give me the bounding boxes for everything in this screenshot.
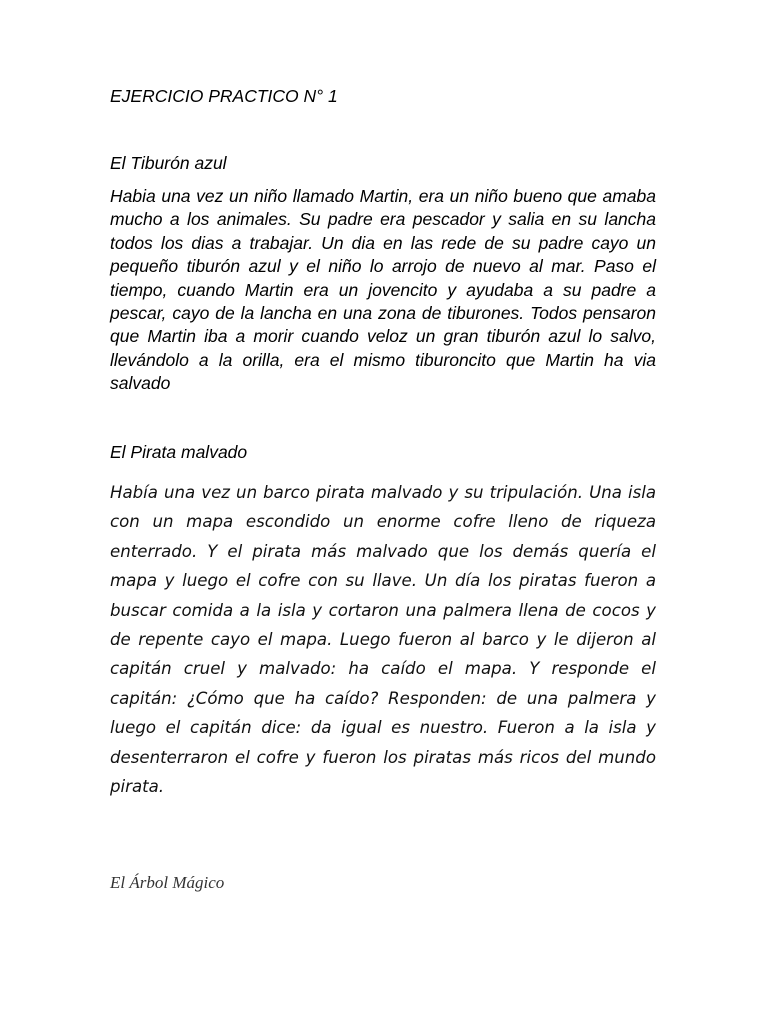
story-title-tiburon: El Tiburón azul	[110, 153, 227, 173]
story-title-arbol: El Árbol Mágico	[110, 873, 225, 892]
story-body-tiburon: Habia una vez un niño llamado Martin, era un niño bueno que amaba mucho a los animales. Su padre era pescador y salia en su lancha todos los dias a trabajar. Un dia en las rede de su padre cayo un pequeño tiburón azul y el niño lo arrojo de nuevo al mar. Paso el tiempo, cuando Martin era un jovencito y ayudaba a su padre a pescar, cayo de la lancha en una zona de tiburones. Todos pensaron que Martin iba a morir cuando veloz un gran tiburón azul lo salvo, llevándolo a la orilla, era el mismo tiburoncito que Martin ha via salvado	[110, 186, 656, 394]
story-body-pirata: Había una vez un barco pirata malvado y su tripulación. Una isla con un mapa escondido un enorme cofre lleno de riqueza enterrado. Y el pirata más malvado que los demás quería el mapa y luego el cofre con su llave. Un día los piratas fueron a buscar comida a la isla y cortaron una palmera llena de cocos y de repente cayo el mapa. Luego fueron al barco y le dijeron al capitán cruel y malvado: ha caído el mapa. Y responde el capitán: ¿Cómo que ha caído? Responden: de una palmera y luego el capitán dice: da igual es nuestro. Fueron a la isla y desenterraron el cofre y fueron los piratas más ricos del mundo pirata.	[110, 483, 656, 797]
story-title-pirata: El Pirata malvado	[110, 442, 248, 462]
document-title: EJERCICIO PRACTICO N° 1	[110, 86, 338, 106]
